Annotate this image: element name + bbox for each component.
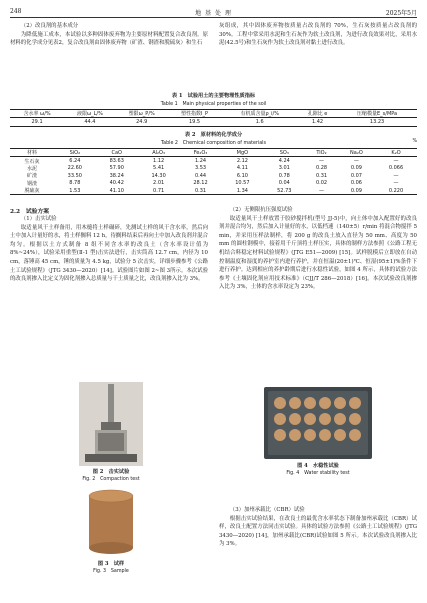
table2-cell: 8.78 — [69, 180, 81, 187]
table2-cell: 0.44 — [194, 172, 207, 179]
table-row — [10, 172, 417, 179]
fig2-caption-en: Fig. 2 Compaction test — [82, 477, 140, 482]
intro-right — [219, 22, 417, 48]
table2-cell: 1.53 — [69, 187, 81, 194]
fig4-caption: 图 4 水稳性试验 — [297, 463, 339, 469]
specimen-tray-illustration — [264, 387, 372, 459]
table2-cell: 57.90 — [109, 165, 124, 172]
table1-cell: 1.42 — [311, 119, 324, 126]
table-row — [10, 157, 417, 165]
table2-cell: 矿渣 — [26, 173, 37, 180]
table2 — [10, 148, 417, 195]
journal-title: 地 基 处 理 — [195, 10, 232, 17]
table2-cell: 0.02 — [315, 180, 328, 187]
intro-right-paragraph: 灰组成，其中固体废弃物按质量占改良剂的 70%，生石灰按质量占改良剂的 30%。工程中常采用水泥和生石灰作为软土改良剂，为进行改良效果对比，采用水泥(42.5号)和生石灰作为软土改良剂对黏土进行改良。 — [219, 23, 417, 47]
table2-cell: 生石灰 — [24, 158, 40, 165]
table2-header: Na₂O — [350, 149, 363, 156]
table2-cell: 5.41 — [153, 165, 165, 172]
table2-cell: — — [393, 172, 399, 179]
table2-cell: — — [393, 158, 399, 165]
table1-cell: 44.4 — [84, 119, 96, 126]
table2-cell: 0.78 — [278, 172, 290, 179]
subheading-compaction: （1）击实试验 — [20, 216, 57, 222]
table2-header: MgO — [236, 149, 249, 156]
table2-cell: 4.11 — [236, 165, 248, 172]
left-column — [10, 206, 208, 284]
table2-cell: 3.53 — [194, 165, 207, 172]
table2-cell: 0.066 — [388, 165, 404, 172]
table1-cell: 19.5 — [188, 119, 201, 126]
table2-cell: 2.12 — [236, 158, 248, 165]
table2-cell: 0.31 — [315, 172, 328, 179]
table2-title: 表 2 原材料的化学成分 — [184, 132, 243, 138]
subheading-cbr: （3）加州承载比（CBR）试验 — [229, 507, 305, 513]
table2-cell: 52.73 — [277, 187, 292, 194]
table2-cell: 40.42 — [109, 180, 124, 187]
table2-header: SO₃ — [279, 149, 289, 156]
table2-unit: % — [412, 139, 417, 144]
table2-cell: 4.24 — [278, 158, 290, 165]
page-number: 248 — [10, 8, 22, 15]
table2-header: CaO — [111, 149, 122, 156]
table1-title: 表 1 试验用土的主要物理性质指标 — [171, 93, 256, 99]
table2-cell: 41.10 — [109, 187, 124, 194]
table1-cell: 13.23 — [369, 119, 385, 126]
table1-cell: 24.9 — [136, 119, 148, 126]
table-row — [10, 187, 417, 195]
table2-cell: 水泥 — [26, 165, 37, 172]
table-row — [10, 165, 417, 172]
water-stability-photo — [264, 387, 372, 459]
table2-cell: 1.24 — [194, 158, 207, 165]
table1-cell: 1.6 — [255, 119, 264, 126]
cbr-paragraph: 根据击实试验结果，在改良土的最优含水率状态下制备加州承载比（CBR）试样，改良土配置方法同击实试验。具体的试验方法参照《公路土工试验规程》(JTG 3430—2020) [14]，加州承载比(CBR)试验如图 5 所示。本次试验改良剂掺入比为 3%。 — [219, 515, 417, 548]
table2-header: K₂O — [391, 149, 401, 156]
table1-cell: 29.1 — [31, 119, 43, 126]
intro-left — [10, 22, 208, 48]
table2-cell: 0.71 — [153, 187, 165, 194]
table2-cell: — — [393, 180, 399, 187]
table1-title-en: Table 1 Main physical properties of the soil — [160, 102, 267, 107]
soil-sample-cylinder — [83, 487, 139, 557]
table1-header: 液限ω_L/% — [76, 111, 103, 118]
table2-cell: 脱硫灰 — [24, 188, 40, 195]
table-row — [10, 118, 417, 126]
table2-cell: — — [319, 187, 325, 194]
table2-cell: 0.31 — [194, 187, 207, 194]
table2-cell: 28.12 — [193, 180, 208, 187]
section-title-test-plan: 2.2 试验方案 — [10, 209, 50, 215]
ucs-paragraph: 取适量风干土样放置于胶砂搅拌机(型号 JJ-5)中，向土体中加入配置好的改良剂并混合均匀，然后加入计量好的水，以低档速（140±5）r/min 将混合物搅拌 5 min，并采用压样法制样，将 200 g 的改良土放入直径为 50 mm、高度为 50 mm 的圆柱钢模中，接着用千斤顶将土样压实，具体的制样方法参照《公路工程无机结合料稳定材料试验规程》(JTG E51—2009) [15]。试样脱模后立即放在自动控制温度和湿度的养护室内进行养护，并在恒温(20±1)℃、恒湿(95±1)%条件下进行养护。达到相应的养护龄期后进行水稳性试验，如图 4 所示，具体的试验方法参考《土壤固化剂应用技术标准》（CJJ/T 286—2018）[16]。本次试验改良剂掺入比为 3%，土体的含水率设定为 23%。 — [219, 215, 417, 291]
table2-cell: — — [353, 158, 359, 165]
table2-cell: 0.07 — [350, 172, 362, 179]
section-heading-additive: （2）改良剂的基本成分 — [20, 23, 79, 29]
table1-header-row — [10, 110, 417, 118]
fig2-caption: 图 2 击实试验 — [92, 469, 130, 475]
table2-header: Fe₂O₃ — [193, 149, 208, 156]
table2-cell: 38.24 — [109, 172, 124, 179]
issue-date: 2025年5月 — [385, 10, 417, 17]
fig3-caption: 图 3 试样 — [97, 561, 125, 567]
table2-cell: 10.57 — [235, 180, 250, 187]
right-column-bottom — [219, 506, 417, 549]
table2-cell: 1.34 — [236, 187, 248, 194]
right-column-top — [219, 206, 417, 292]
table2-header: Al₂O₃ — [152, 149, 165, 156]
table1-header: 塑限ω_P/% — [128, 111, 155, 118]
header-rule — [10, 17, 417, 18]
table2-header: SiO₂ — [69, 149, 81, 156]
table2-cell: 0.09 — [350, 187, 362, 194]
table2-cell: 0.04 — [278, 180, 290, 187]
table2-cell: 3.01 — [278, 165, 290, 172]
compaction-apparatus-illustration — [79, 382, 143, 466]
fig4-caption-en: Fig. 4 Water stability test — [286, 471, 350, 476]
table2-cell: 83.63 — [109, 158, 124, 165]
table2-cell: 钢渣 — [26, 180, 37, 187]
sample-photo — [83, 487, 139, 557]
table2-cell: 6.10 — [236, 172, 248, 179]
fig3-caption-en: Fig. 3 Sample — [93, 569, 129, 574]
table2-cell: — — [319, 158, 325, 165]
table2-cell: 0.220 — [388, 187, 404, 194]
subheading-ucs: （2）无侧限抗压强度试验 — [229, 207, 293, 213]
table-row — [10, 180, 417, 187]
table2-cell: 22.60 — [67, 165, 82, 172]
table2-header: 材料 — [26, 150, 37, 157]
table2-cell: 33.50 — [67, 172, 82, 179]
compaction-test-photo — [79, 382, 143, 466]
table1-header: 含水率 ω/% — [23, 111, 51, 118]
table2-cell: 1.12 — [153, 158, 165, 165]
table2-cell: 14.30 — [151, 172, 166, 179]
table1-header: 有机质含量ρ_i/% — [240, 111, 279, 118]
table1-header: 塑性指数I_P — [181, 111, 209, 118]
table1 — [10, 109, 417, 127]
table1-header: 压缩模量E_s/MPa — [357, 111, 398, 118]
table1-header: 孔隙比 e — [307, 111, 328, 118]
table2-cell: 6.24 — [69, 158, 81, 165]
table2-title-en: Table 2 Chemical composition of materials — [161, 141, 266, 146]
table2-cell: 2.01 — [153, 180, 165, 187]
compaction-paragraph: 取适量风干土样备用，用木槌将土样碾碎，先测试土样的风干含水率，然后向土中加入计量好的水，将土样搁料 12 h，待搁料结束后再向土中加入改良剂并混合均匀。根据以土方式制备 8 组不同含水率的改良土（含水率设计值为 8%~24%），试验采用重型(Ⅱ-1 型)击实法进行，击实筒高 12.7 cm，内径为 10 cm，落锤高 45 cm，锤的质量为 4.5 kg，试验分 5 次击实，详细步骤参考《公路土工试验规程》（JTG 3430—2020）[14]。试验图片如图 2~图 3所示。本次试验的改良剂掺入比定义为固化剂掺入总质量与干土质量之比，改良剂掺入比为 3%。 — [10, 224, 208, 283]
table2-cell: 0.09 — [350, 165, 362, 172]
table2-header: TiO₂ — [316, 149, 327, 156]
table2-cell: 0.06 — [350, 180, 362, 187]
intro-left-paragraph: 为降低施工成本，本试验以多种固体废弃物为主要原材料配置复合改良剂。原材料的化学成分见表2，复合改良剂由固体废弃物（矿渣、钢渣和脱硫灰）和生石 — [10, 31, 208, 47]
table2-cell: 0.28 — [315, 165, 328, 172]
table2-header-row — [10, 149, 417, 157]
